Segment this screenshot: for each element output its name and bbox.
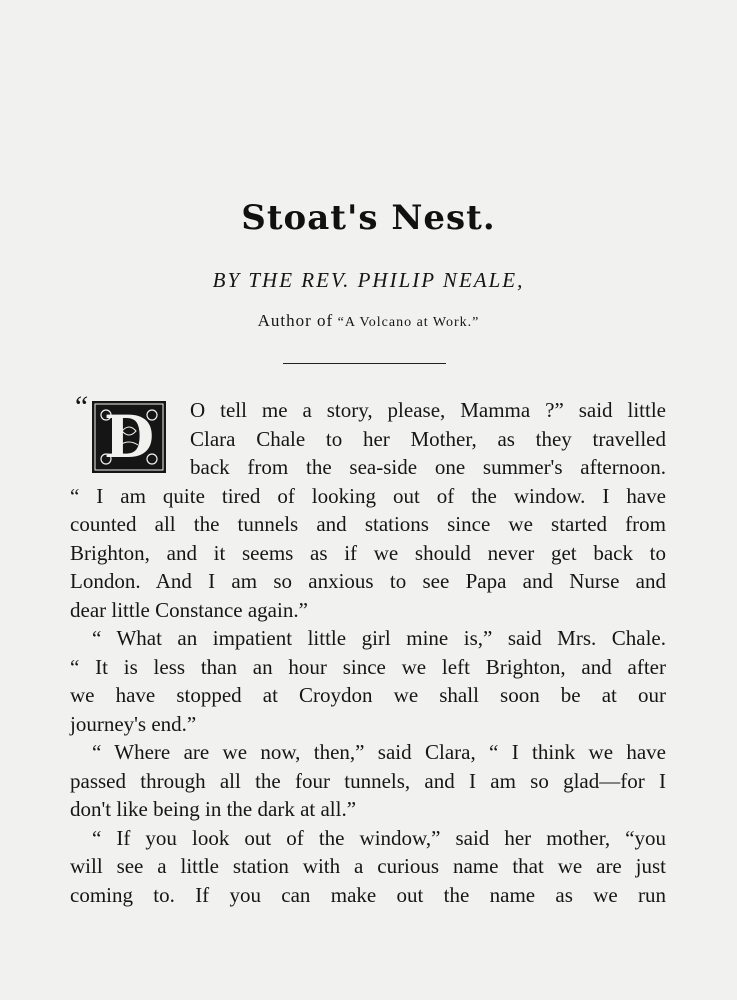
text-line: “ Where are we now, then,” said Clara, “ I think we have (92, 740, 666, 764)
text-line: “ It is less than an hour since we left Brighton, and after (70, 654, 666, 679)
text-line: back from the sea-side one summer's afternoon. (190, 455, 666, 479)
author-byline: BY THE REV. PHILIP NEALE, (212, 268, 525, 292)
opening-quote-mark: “ (72, 390, 89, 423)
text-line: London. And I am so anxious to see Papa and Nurse and (70, 569, 666, 593)
section-divider (283, 363, 446, 364)
text-line: Clara Chale to her Mother, as they travelled (190, 426, 666, 451)
text-line: O tell me a story, please, Mamma ?” said little (190, 398, 666, 422)
author-of-prefix: Author of (257, 311, 334, 330)
text-line: dear little Constance again.” (70, 597, 308, 622)
text-line: Brighton, and it seems as if we should never get back to (70, 540, 666, 565)
dropcap-letter: D (103, 403, 155, 471)
author-previous-work (0, 311, 737, 331)
story-title: Stoat's Nest. (241, 198, 496, 238)
text-line: “ If you look out of the window,” said her mother, “you (92, 825, 666, 850)
text-line: counted all the tunnels and stations since we started from (70, 512, 666, 536)
previous-work-title: “A Volcano at Work.” (337, 315, 480, 330)
text-line: “ I am quite tired of looking out of the window. I have (70, 483, 666, 508)
text-line: coming to. If you can make out the name as we run (70, 882, 666, 907)
text-line: don't like being in the dark at all.” (70, 797, 357, 821)
text-line: passed through all the four tunnels, and I am so glad—for I (70, 768, 666, 793)
story-body (70, 396, 666, 909)
text-line: will see a little station with a curious name that we are just (70, 854, 666, 878)
text-line: journey's end.” (70, 711, 197, 736)
text-line: “ What an impatient little girl mine is,” said Mrs. Chale. (92, 626, 666, 650)
text-line: we have stopped at Croydon we shall soon be at our (70, 683, 666, 707)
